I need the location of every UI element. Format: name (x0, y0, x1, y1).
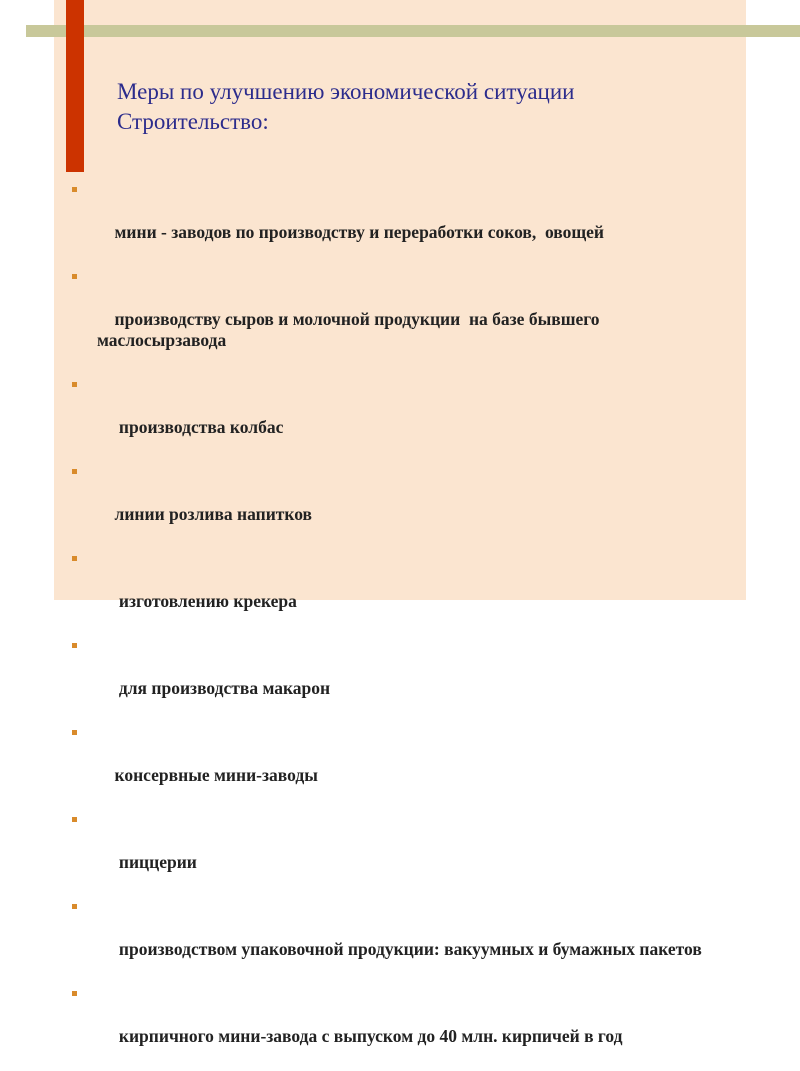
bullet-list (72, 180, 732, 1071)
bullet-icon (72, 817, 77, 822)
bullet-item (72, 723, 732, 807)
bullet-icon (72, 730, 77, 735)
bullet-item (72, 267, 732, 372)
bullet-icon (72, 382, 77, 387)
bullet-text: мини - заводов по производству и переработки соков, овощей (114, 222, 605, 242)
bullet-text: линии розлива напитков (114, 504, 312, 524)
title-line: Меры по улучшению экономической ситуации (117, 79, 575, 104)
bullet-text: кирпичного мини-завода с выпуском до 40 млн. кирпичей в год (114, 1026, 623, 1046)
bullet-item (72, 549, 732, 633)
bullet-text: пиццерии (114, 852, 197, 872)
bullet-item (72, 810, 732, 894)
bullet-icon (72, 991, 77, 996)
accent-bar (66, 0, 84, 172)
bullet-text: консервные мини-заводы (114, 765, 318, 785)
bullet-item (72, 462, 732, 546)
bullet-text: производства колбас (114, 417, 284, 437)
bullet-item (72, 180, 732, 264)
bullet-icon (72, 274, 77, 279)
bullet-text: для производства макарон (114, 678, 331, 698)
bullet-text: производством упаковочной продукции: вакуумных и бумажных пакетов (114, 939, 702, 959)
bullet-item (72, 897, 732, 981)
bullet-item (72, 636, 732, 720)
bullet-text: производству сыров и молочной продукции на базе бывшего маслосырзавода (97, 309, 604, 350)
title-line: Строительство: (117, 109, 269, 134)
bullet-icon (72, 187, 77, 192)
bullet-icon (72, 904, 77, 909)
bullet-icon (72, 469, 77, 474)
bullet-icon (72, 643, 77, 648)
bullet-item (72, 375, 732, 459)
decorative-band (26, 25, 800, 37)
slide-title (117, 77, 717, 137)
bullet-item (72, 984, 732, 1068)
bullet-text: изготовлению крекера (114, 591, 297, 611)
bullet-icon (72, 556, 77, 561)
